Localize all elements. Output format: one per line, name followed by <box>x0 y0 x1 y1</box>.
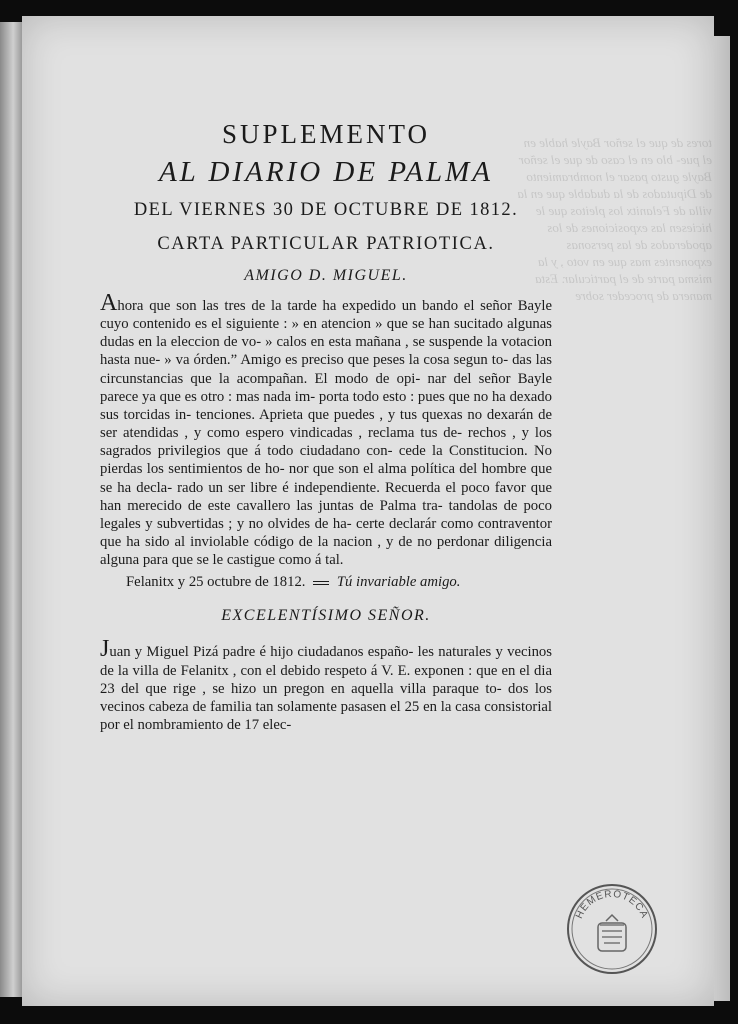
stamp-crest-icon <box>600 925 624 943</box>
letter-body <box>100 290 552 569</box>
page-content <box>100 118 552 734</box>
petition-body-text: uan y Miguel Pizá padre é hijo ciudadanos españo- les naturales y vecinos de la villa de Felanitx , con el debido respeto á V. E. exponen : que en el dia 23 del que rige , se hizo un pregon en aquella villa paraque to- dos los vecinos cabeza de familia tan solamente pasasen el 25 en la casa consistorial por el nombramiento de 17 elec- <box>100 644 552 733</box>
stamp-text: HEMEROTECA <box>574 888 650 921</box>
section-heading: CARTA PARTICULAR PATRIOTICA. <box>157 234 495 254</box>
letter-salutation: AMIGO D. MIGUEL. <box>244 267 408 284</box>
masthead-title: AL DIARIO DE PALMA <box>158 156 494 188</box>
bleed-through-text: tores de que el señor Bayle hable en el pue- blo en el caso de que el señor Bayle gusto pasar el nombramiento de Diputados de la dudable que en la villa de Felanitx los pleitos que le hiciesen las exposiciones de los apoderados de las personas exponentes mas que en voto , y la misma parte de el particular. Esta manera de proceder sobre <box>517 135 712 303</box>
petition-body <box>100 636 552 734</box>
letter-body-text: hora que son las tres de la tarde ha expedido un bando el señor Bayle cuyo contenido es el siguiente : » en atencion » que se han sucitado algunas dudas en la eleccion de vo- » calos en esta mañana , se suspende la votacion hasta nue- » va órden.” Amigo es preciso que peses la cosa segun to- das las circunstancias que la acompañan. El modo de opi- nar del señor Bayle parece ya que es otro : mas nada im- porta todo esto : pues que no ha dexado sus torcidas in- tenciones. Aprieta que puedes , y tus quexas no dexarán de ser atendidas , y como espero vindicadas , reclama tus de- rechos , y los sagrados privilegios que á todo ciudadano con- cede la Constitucion. No pierdas los sentimientos de ho- nor que son el alma política del hombre que se ha decla- rado un ser libre é independiente. Recuerda el poco favor que han merecido de este cavallero las juntas de Palma tra- tandolas de poco legales y subvertidas ; y no olvides de ha- certe declarár como contraventor que ha sido al inviolable código de la nacion , y de no perdonar diligencia alguna para que se le castigue como á tal. <box>100 298 552 569</box>
letter-place-date: Felanitx y 25 octubre de 1812. <box>126 574 306 591</box>
issue-date: DEL VIERNES 30 DE OCTUBRE DE 1812. <box>133 200 519 220</box>
letter-closing: Tú invariable amigo. <box>336 574 461 591</box>
masthead-supplement: SUPLEMENTO <box>221 119 431 149</box>
dash-rule <box>313 581 329 585</box>
petition-heading: EXCELENTÍSIMO SEÑOR. <box>221 607 431 625</box>
previous-page-edge <box>0 22 22 997</box>
hemeroteca-stamp <box>566 883 658 975</box>
petition-dropcap: J <box>100 636 110 663</box>
letter-dropcap: A <box>100 290 118 316</box>
letter-signature-line <box>100 572 552 592</box>
